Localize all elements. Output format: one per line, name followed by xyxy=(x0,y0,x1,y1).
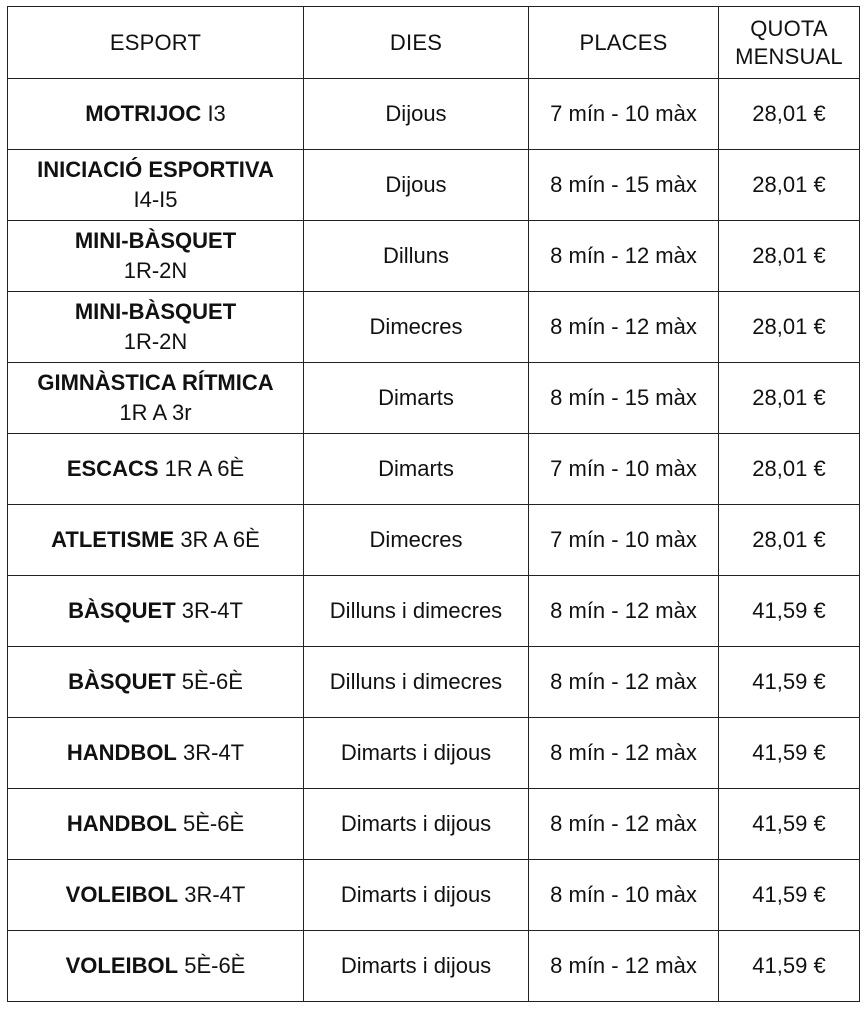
sport-name: BÀSQUET xyxy=(68,669,176,694)
cell-places: 8 mín - 15 màx xyxy=(529,363,719,434)
cell-places: 7 mín - 10 màx xyxy=(529,434,719,505)
cell-quota: 41,59 € xyxy=(719,860,860,931)
cell-places: 7 mín - 10 màx xyxy=(529,505,719,576)
cell-places: 8 mín - 12 màx xyxy=(529,576,719,647)
table-row xyxy=(8,860,860,931)
table-row xyxy=(8,931,860,1002)
sport-name: ATLETISME xyxy=(51,527,175,552)
cell-sport xyxy=(8,647,304,718)
cell-days: Dijous xyxy=(304,150,529,221)
table-row xyxy=(8,789,860,860)
header-sport: ESPORT xyxy=(8,7,304,79)
table-row xyxy=(8,221,860,292)
cell-places: 8 mín - 12 màx xyxy=(529,931,719,1002)
header-days: DIES xyxy=(304,7,529,79)
sport-name: ESCACS xyxy=(66,456,159,481)
table-row xyxy=(8,576,860,647)
cell-days: Dimarts i dijous xyxy=(304,789,529,860)
cell-quota: 28,01 € xyxy=(719,150,860,221)
cell-places: 8 mín - 12 màx xyxy=(529,292,719,363)
sport-name: INICIACIÓ ESPORTIVA xyxy=(37,157,274,182)
cell-places: 7 mín - 10 màx xyxy=(529,79,719,150)
sport-name: HANDBOL xyxy=(66,811,177,836)
cell-days: Dijous xyxy=(304,79,529,150)
table-row xyxy=(8,718,860,789)
sport-grade: 1R-2N xyxy=(123,258,188,283)
sport-name: MINI-BÀSQUET xyxy=(74,228,237,253)
sport-name: VOLEIBOL xyxy=(65,953,179,978)
header-places: PLACES xyxy=(529,7,719,79)
sport-grade: 5È-6È xyxy=(184,953,246,978)
table-header xyxy=(8,7,860,79)
cell-days: Dimarts i dijous xyxy=(304,718,529,789)
cell-places: 8 mín - 15 màx xyxy=(529,150,719,221)
table-row xyxy=(8,647,860,718)
cell-sport xyxy=(8,434,304,505)
cell-sport xyxy=(8,79,304,150)
table-row xyxy=(8,434,860,505)
sport-name: BÀSQUET xyxy=(68,598,176,623)
cell-quota: 41,59 € xyxy=(719,647,860,718)
cell-days: Dimecres xyxy=(304,292,529,363)
cell-days: Dilluns i dimecres xyxy=(304,647,529,718)
cell-places: 8 mín - 10 màx xyxy=(529,860,719,931)
sport-grade: 1R-2N xyxy=(123,329,188,354)
cell-quota: 41,59 € xyxy=(719,576,860,647)
cell-days: Dimecres xyxy=(304,505,529,576)
cell-sport xyxy=(8,221,304,292)
cell-quota: 41,59 € xyxy=(719,789,860,860)
header-quota xyxy=(719,7,860,79)
cell-sport xyxy=(8,860,304,931)
table-row xyxy=(8,150,860,221)
sport-grade: 5È-6È xyxy=(181,669,243,694)
sport-name: MOTRIJOC xyxy=(85,101,202,126)
table-row xyxy=(8,292,860,363)
cell-quota: 28,01 € xyxy=(719,505,860,576)
cell-days: Dimarts xyxy=(304,434,529,505)
sport-grade: I3 xyxy=(207,101,226,126)
sport-grade: 3R-4T xyxy=(181,598,243,623)
cell-sport xyxy=(8,292,304,363)
sport-grade: 3R-4T xyxy=(183,740,245,765)
cell-days: Dimarts i dijous xyxy=(304,860,529,931)
sport-name: VOLEIBOL xyxy=(65,882,179,907)
sport-name: HANDBOL xyxy=(66,740,177,765)
table-row xyxy=(8,363,860,434)
header-quota-line1: QUOTA xyxy=(750,15,828,41)
cell-sport xyxy=(8,505,304,576)
cell-places: 8 mín - 12 màx xyxy=(529,647,719,718)
cell-quota: 28,01 € xyxy=(719,292,860,363)
sport-grade: 3R-4T xyxy=(184,882,246,907)
cell-days: Dimarts xyxy=(304,363,529,434)
sport-grade: 1R A 6È xyxy=(164,456,245,481)
cell-places: 8 mín - 12 màx xyxy=(529,718,719,789)
table-row xyxy=(8,79,860,150)
header-row xyxy=(8,7,860,79)
cell-quota: 41,59 € xyxy=(719,931,860,1002)
cell-sport xyxy=(8,931,304,1002)
sports-table xyxy=(7,6,860,1002)
sport-name: MINI-BÀSQUET xyxy=(74,299,237,324)
sport-grade: 1R A 3r xyxy=(119,400,192,425)
cell-days: Dilluns i dimecres xyxy=(304,576,529,647)
header-quota-line2: MENSUAL xyxy=(735,43,843,69)
cell-sport xyxy=(8,150,304,221)
cell-sport xyxy=(8,718,304,789)
cell-places: 8 mín - 12 màx xyxy=(529,221,719,292)
cell-sport xyxy=(8,363,304,434)
table-body xyxy=(8,79,860,1002)
cell-quota: 28,01 € xyxy=(719,79,860,150)
cell-sport xyxy=(8,789,304,860)
cell-sport xyxy=(8,576,304,647)
cell-quota: 41,59 € xyxy=(719,718,860,789)
cell-quota: 28,01 € xyxy=(719,434,860,505)
sport-grade: I4-I5 xyxy=(133,187,178,212)
sport-grade: 3R A 6È xyxy=(180,527,260,552)
table-row xyxy=(8,505,860,576)
sport-grade: 5È-6È xyxy=(182,811,245,836)
cell-quota: 28,01 € xyxy=(719,221,860,292)
cell-places: 8 mín - 12 màx xyxy=(529,789,719,860)
cell-days: Dimarts i dijous xyxy=(304,931,529,1002)
sport-name: GIMNÀSTICA RÍTMICA xyxy=(37,370,274,395)
cell-days: Dilluns xyxy=(304,221,529,292)
cell-quota: 28,01 € xyxy=(719,363,860,434)
